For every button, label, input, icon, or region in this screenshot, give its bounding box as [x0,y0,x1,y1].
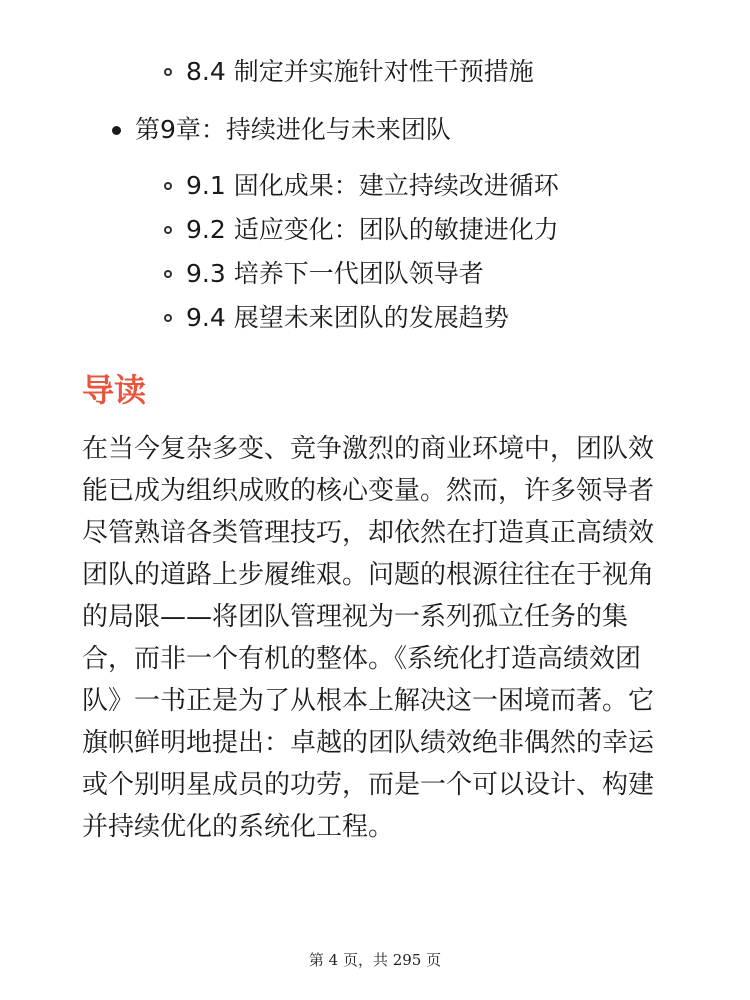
toc-subitem-9-1 [164,166,559,206]
toc-subitem-8-4 [164,52,534,92]
toc-subitem-9-3 [164,254,484,294]
page-number-footer: 第 4 页，共 295 页 [308,951,442,969]
toc-chapter-label: 第9章：持续进化与未来团队 [135,115,451,144]
filled-bullet-icon [112,126,121,135]
hollow-bullet-icon [164,68,172,76]
toc-chapter-9 [112,110,451,150]
hollow-bullet-icon [164,226,172,234]
intro-line: 团队的道路上步履维艰。问题的根源往往在于视角 [82,560,655,590]
intro-line: 能已成为组织成败的核心变量。然而，许多领导者 [82,476,655,506]
intro-line: 队》一书正是为了从根本上解决这一困境而著。它 [82,686,655,716]
toc-subitem-label: 9.3 培养下一代团队领导者 [186,259,484,288]
toc-subitem-label: 9.1 固化成果：建立持续改进循环 [186,171,559,200]
intro-line: 或个别明星成员的功劳，而是一个可以设计、构建 [82,770,655,800]
intro-line: 旗帜鲜明地提出：卓越的团队绩效绝非偶然的幸运 [82,728,655,758]
toc-subitem-label: 9.4 展望未来团队的发展趋势 [186,303,509,332]
toc-subitem-9-4 [164,298,509,338]
intro-line: 并持续优化的系统化工程。 [82,812,395,842]
section-heading: 导读 [82,371,147,409]
hollow-bullet-icon [164,314,172,322]
toc-subitem-label: 9.2 适应变化：团队的敏捷进化力 [186,215,559,244]
hollow-bullet-icon [164,270,172,278]
hollow-bullet-icon [164,182,172,190]
toc-subitem-9-2 [164,210,559,250]
intro-line: 在当今复杂多变、竞争激烈的商业环境中，团队效 [82,434,655,464]
intro-line: 合，而非一个有机的整体。《系统化打造高绩效团 [82,644,642,674]
intro-line: 尽管熟谙各类管理技巧，却依然在打造真正高绩效 [82,518,655,548]
toc-subitem-label: 8.4 制定并实施针对性干预措施 [186,57,534,86]
intro-paragraph [82,428,672,848]
intro-line: 的局限——将团队管理视为一系列孤立任务的集 [82,602,629,632]
